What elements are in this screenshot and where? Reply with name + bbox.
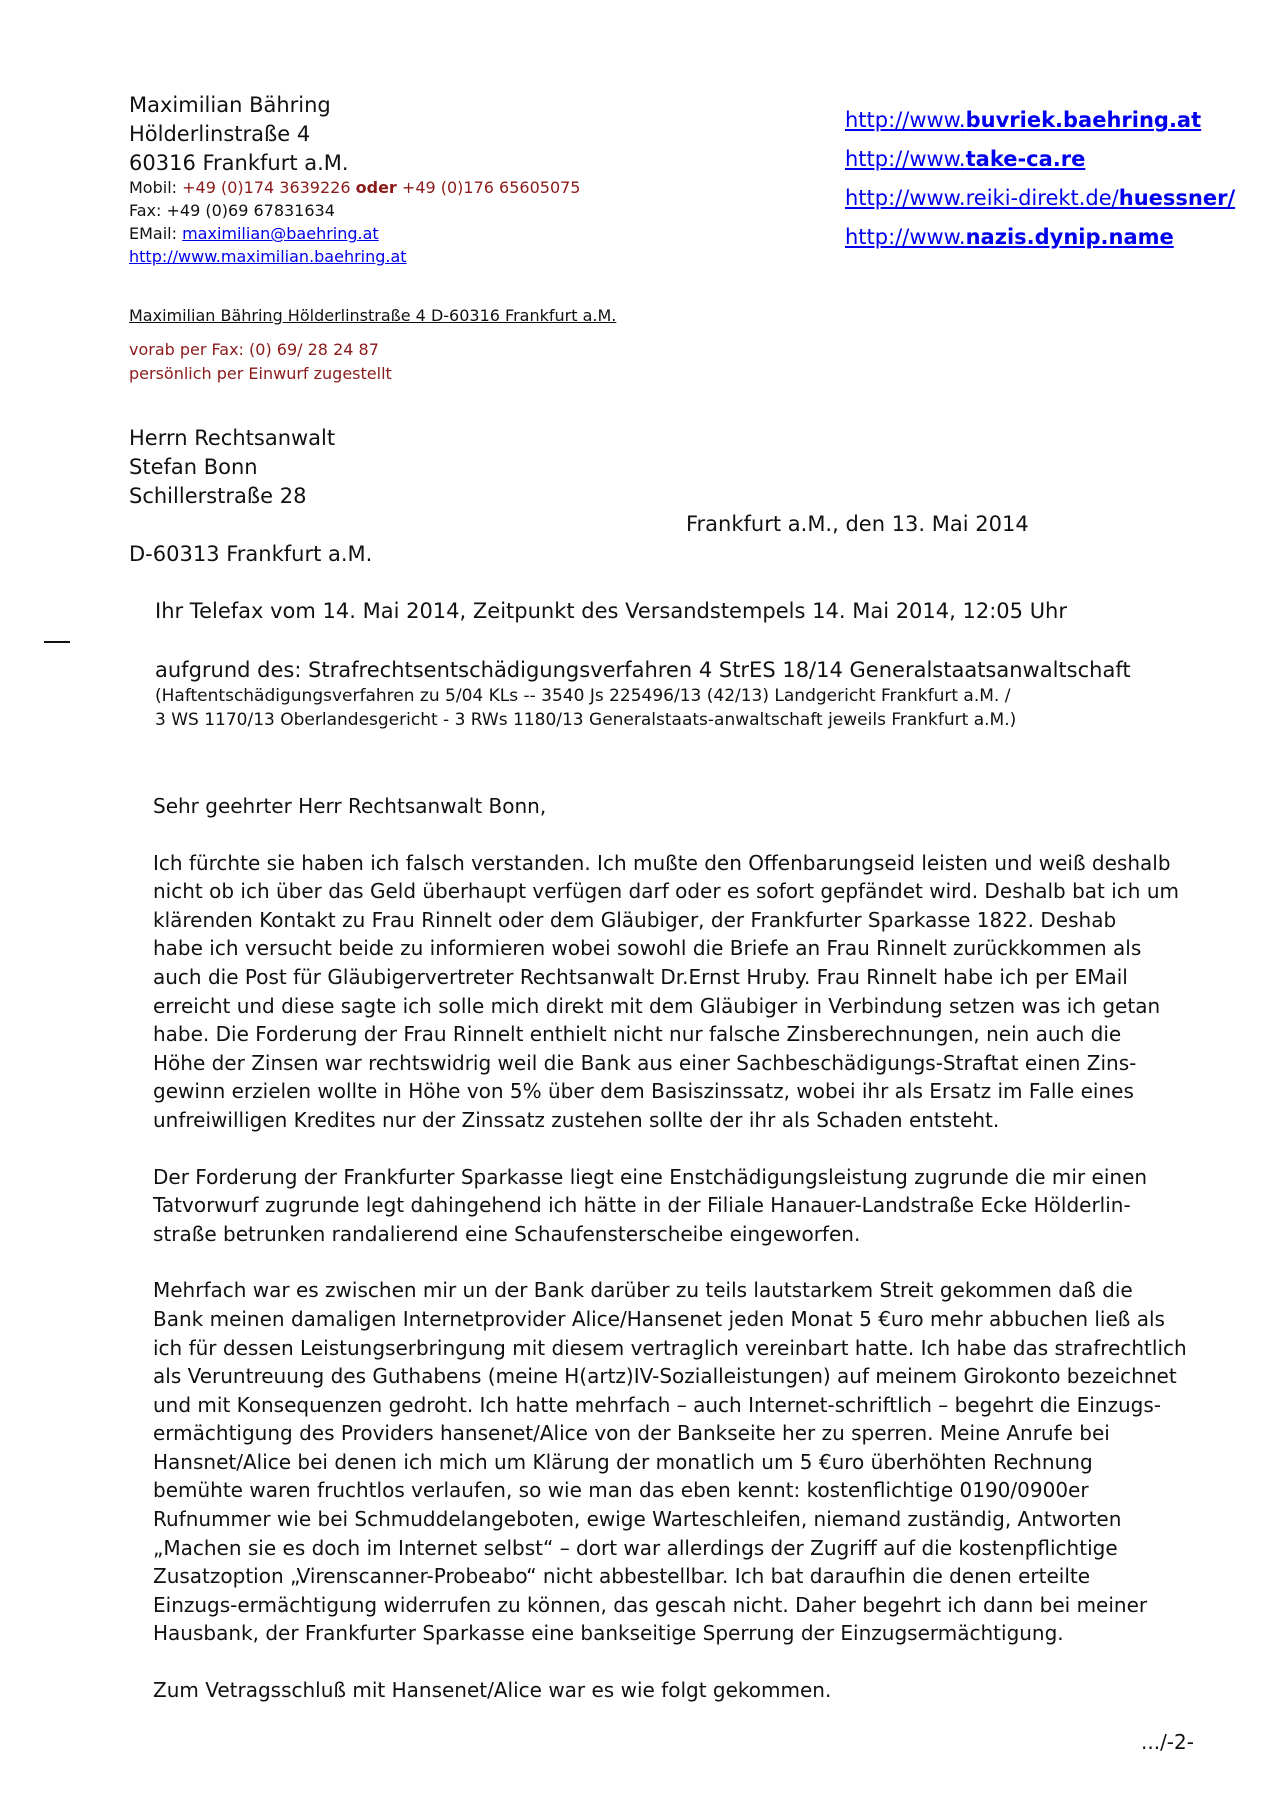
mobil-number-2: +49 (0)176 65605075 <box>401 178 581 197</box>
link-reiki[interactable]: http://www.reiki-direkt.de/huessner/ <box>845 186 1236 210</box>
page-marker: .../-2- <box>1141 1730 1194 1754</box>
subject-line-2: aufgrund des: Strafrechtsentschädigungsverfahren 4 StrES 18/14 Generalstaatsanwaltschaft <box>155 658 1131 682</box>
email-label: EMail: <box>129 224 177 243</box>
email-link[interactable]: maximilian@baehring.at <box>182 224 379 243</box>
paragraph-3: Mehrfach war es zwischen mir un der Bank darüber zu teils lautstarkem Streit gekommen daß die Bank meinen damaligen Internetprovider Alice/Hansenet jeden Monat 5 €uro mehr abbuchen ließ als ich für dessen Leistungserbringung mit diesem vertraglich vereinbart hatte. Ich habe das strafrechtlich als Veruntreuung des Guthabens (meine H(artz)IV-Sozialleistungen) auf meinem Girokonto bezeichnet und mit Konsequenzen gedroht. Ich hatte mehrfach – auch Internet-schriftlich – begehrt die Einzugs- ermächtigung des Providers hansenet/Alice von der Bankseite her zu sperren. Meine Anrufe bei Hansnet/Alice bei denen ich mich um Klärung der monatlich um 5 €uro überhöhten Rechnung bemühte waren fruchtlos verlaufen, so wie man das eben kennt: kostenflichtige 0190/0900er Rufnummer wie bei Schmuddelangeboten, ewige Warteschleifen, niemand zuständig, Antworten „Machen sie es doch im Internet selbst“ – dort war allerdings der Zugriff auf die kostenpflichtige Zusatzoption „Virenscanner-Probeabo“ nicht abbestellbar. Ich bat daraufhin die denen erteilte Einzugs-ermächtigung widerrufen zu können, das gescah nicht. Daher begehrt ich dann bei meiner Hausbank, der Frankfurter Sparkasse eine bankseitige Sperrung der Einzugsermächtigung. <box>153 1278 1187 1646</box>
recipient-address <box>129 424 372 569</box>
website-line <box>129 245 580 268</box>
mobil-number-1: +49 (0)174 3639226 <box>182 178 351 197</box>
mobil-line <box>129 176 580 199</box>
recipient-line-3: Schillerstraße 28 <box>129 484 307 508</box>
paragraph-4: Zum Vetragsschluß mit Hansenet/Alice war es wie folgt gekommen. <box>153 1678 832 1703</box>
date-line: Frankfurt a.M., den 13. Mai 2014 <box>686 512 1029 536</box>
mobil-label: Mobil: <box>129 178 178 197</box>
return-address: Maximilian Bähring Hölderlinstraße 4 D-60316 Frankfurt a.M. <box>129 306 617 325</box>
external-links <box>845 101 1235 257</box>
subject-line-1: Ihr Telefax vom 14. Mai 2014, Zeitpunkt des Versandstempels 14. Mai 2014, 12:05 Uhr <box>155 599 1068 623</box>
sender-address <box>129 91 349 178</box>
salutation: Sehr geehrter Herr Rechtsanwalt Bonn, <box>153 794 547 818</box>
letter-body <box>153 792 1213 1733</box>
mobil-oder: oder <box>355 178 397 197</box>
subject-ref-2: 3 WS 1170/13 Oberlandesgericht - 3 RWs 1180/13 Generalstaats-anwaltschaft jeweils Frankfurt a.M.) <box>155 710 1017 730</box>
link-buvriek[interactable]: http://www.buvriek.baehring.at <box>845 108 1202 132</box>
sender-name: Maximilian Bähring <box>129 93 331 117</box>
recipient-line-2: Stefan Bonn <box>129 455 258 479</box>
recipient-city: D-60313 Frankfurt a.M. <box>129 542 373 566</box>
fax-line <box>129 199 580 222</box>
link-take-care[interactable]: http://www.take-ca.re <box>845 147 1086 171</box>
fax-note-line-1: vorab per Fax: (0) 69/ 28 24 87 <box>129 340 379 359</box>
subject-block <box>155 656 1131 732</box>
fax-number: +49 (0)69 67831634 <box>166 201 335 220</box>
fax-note <box>129 338 392 386</box>
sender-contact <box>129 176 580 268</box>
fold-mark <box>44 641 70 643</box>
sender-street: Hölderlinstraße 4 <box>129 122 311 146</box>
website-link[interactable]: http://www.maximilian.baehring.at <box>129 247 407 266</box>
paragraph-2: Der Forderung der Frankfurter Sparkasse liegt eine Enstchädigungsleistung zugrunde die mir einen Tatvorwurf zugrunde legt dahingehend ich hätte in der Filiale Hanauer-Landstraße Ecke Hölderlin- straße betrunken randalierend eine Schaufensterscheibe eingeworfen. <box>153 1164 1148 1246</box>
sender-city: 60316 Frankfurt a.M. <box>129 151 349 175</box>
subject-ref-1: (Haftentschädigungsverfahren zu 5/04 KLs -- 3540 Js 225496/13 (42/13) Landgericht Frankfurt a.M. / <box>155 686 1011 706</box>
fax-note-line-2: persönlich per Einwurf zugestellt <box>129 364 392 383</box>
paragraph-1: Ich fürchte sie haben ich falsch verstanden. Ich mußte den Offenbarungseid leisten und weiß deshalb nicht ob ich über das Geld überhaupt verfügen darf oder es sofort gepfändet wird. Deshalb bat ich um klärenden Kontakt zu Frau Rinnelt oder dem Gläubiger, der Frankfurter Sparkasse 1822. Deshab habe ich versucht beide zu informieren wobei sowohl die Briefe an Frau Rinnelt zurückkommen als auch die Post für Gläubigervertreter Rechtsanwalt Dr.Ernst Hruby. Frau Rinnelt habe ich per EMail erreicht und diese sagte ich solle mich direkt mit dem Gläubiger in Verbindung setzen was ich getan habe. Die Forderung der Frau Rinnelt enthielt nicht nur falsche Zinsberechnungen, nein auch die Höhe der Zinsen war rechtswidrig weil die Bank aus einer Sachbeschädigungs-Straftat einen Zins- gewinn erzielen wollte in Höhe von 5% über dem Basiszinssatz, wobei ihr als Ersatz im Falle eines unfreiwilligen Kredites nur der Zinssatz zustehen sollte der ihr als Schaden entsteht. <box>153 850 1179 1132</box>
recipient-line-1: Herrn Rechtsanwalt <box>129 426 336 450</box>
fax-label: Fax: <box>129 201 162 220</box>
link-nazis-dynip[interactable]: http://www.nazis.dynip.name <box>845 225 1174 249</box>
email-line <box>129 222 580 245</box>
